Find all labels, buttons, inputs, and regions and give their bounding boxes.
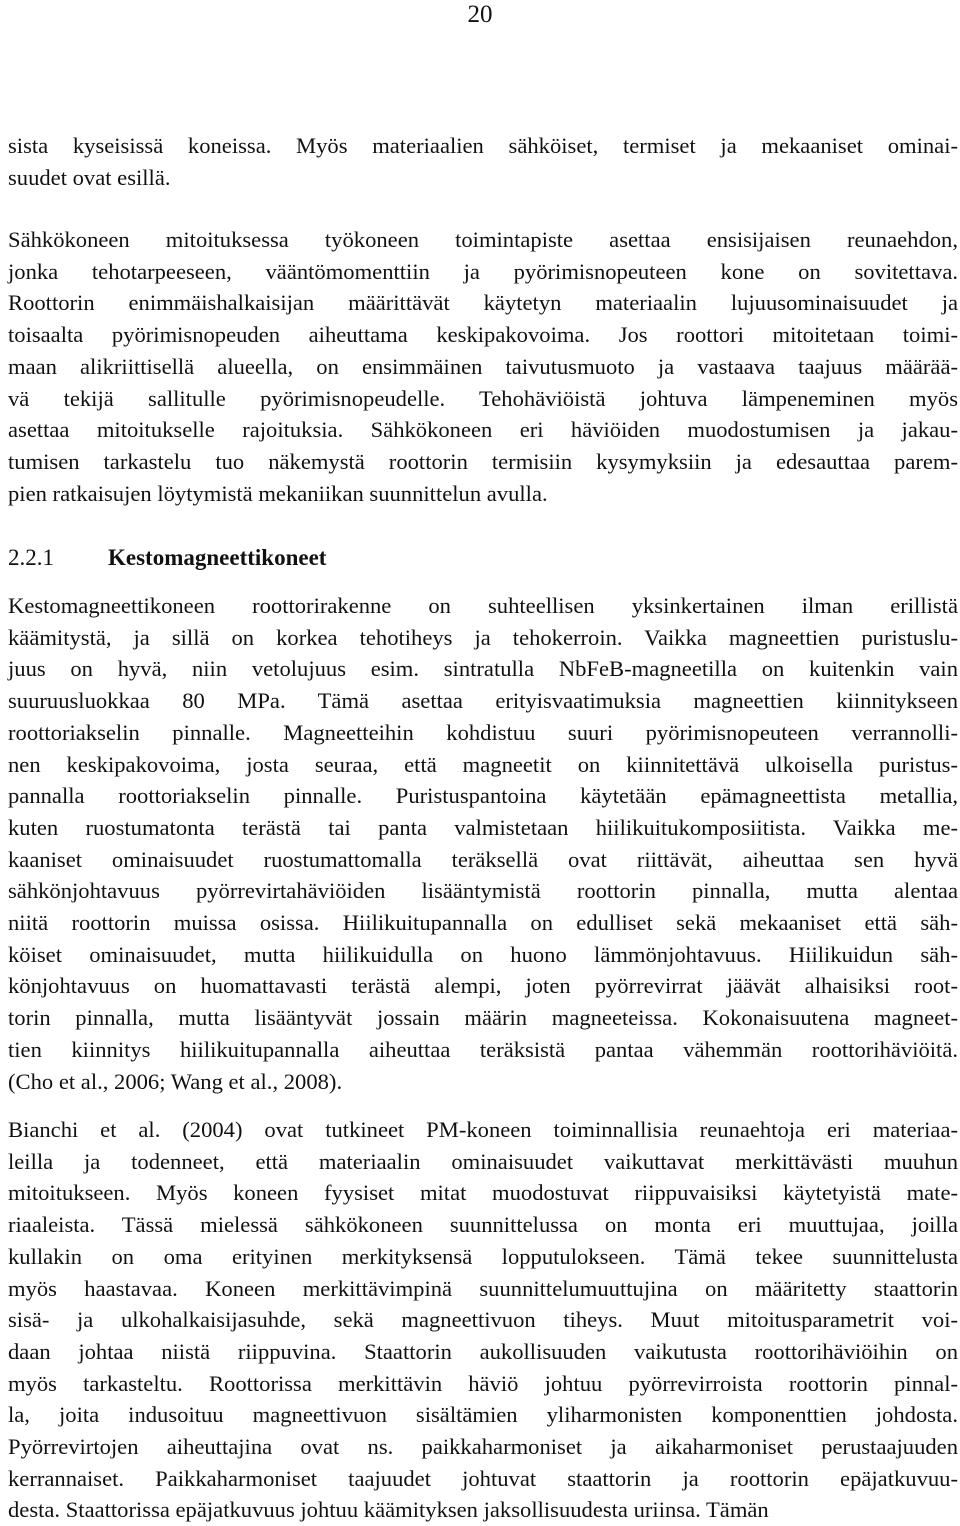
text-line: myös tarkasteltu. Roottorissa merkittävin häviö johtuu pyörrevirroista roottorin pinnal- xyxy=(8,1370,958,1396)
section-title: Kestomagneettikoneet xyxy=(108,545,327,570)
text-line: pien ratkaisujen löytymistä mekaniikan suunnittelun avulla. xyxy=(8,480,548,506)
text-line: tumisen tarkastelu tuo näkemystä roottorin termisiin kysymyksiin ja edesauttaa parem- xyxy=(8,448,958,474)
text-line: jonka tehotarpeeseen, vääntömomenttiin ja pyörimisnopeuteen kone on sovitettava. xyxy=(8,258,958,284)
page-number: 20 xyxy=(467,1,493,28)
text-line: tien kiinnitys hiilikuitupannalla aiheuttaa teräksistä pantaa vähemmän roottorihäviöitä. xyxy=(8,1036,958,1062)
text-line: juus on hyvä, niin vetolujuus esim. sintratulla NbFeB-magneetilla on kuitenkin vain xyxy=(8,656,958,682)
text-line: Sähkökoneen mitoituksessa työkoneen toimintapiste asettaa ensisijaisen reunaehdon, xyxy=(8,227,958,252)
text-line: pannalla roottoriakselin pinnalle. Puristuspantoina käytetään epämagneettista metallia, xyxy=(8,783,958,809)
text-line: sähkönjohtavuus pyörrevirtahäviöiden lisääntymistä roottorin pinnalla, mutta alentaa xyxy=(8,878,958,904)
text-line: kuten ruostumatonta terästä tai panta valmistetaan hiilikuitukomposiitista. Vaikka me- xyxy=(8,814,958,840)
text-line: leilla ja todenneet, että materiaalin ominaisuudet vaikuttavat merkittävästi muuhun xyxy=(8,1148,958,1174)
text-line: Pyörrevirtojen aiheuttajina ovat ns. paikkaharmoniset ja aikaharmoniset perustaajuuden xyxy=(8,1434,958,1459)
section-number: 2.2.1 xyxy=(8,545,54,570)
text-line: desta. Staattorissa epäjatkuvuus johtuu käämityksen jaksollisuudesta uriinsa. Tämän xyxy=(8,1497,769,1523)
text-line: köiset ominaisuudet, mutta hiilikuidulla on huono lämmönjohtavuus. Hiilikuidun säh- xyxy=(8,941,958,967)
section-heading xyxy=(8,540,326,576)
text-line: toisaalta pyörimisnopeuden aiheuttama keskipakovoima. Jos roottori mitoitetaan toimi- xyxy=(8,322,958,348)
text-line: kullakin on oma erityinen merkityksensä lopputulokseen. Tämä tekee suunnittelusta xyxy=(8,1243,958,1269)
text-line: myös haastavaa. Koneen merkittävimpinä suunnittelumuuttujina on määritetty staattorin xyxy=(8,1275,958,1301)
text-line: könjohtavuus on huomattavasti terästä alempi, joten pyörrevirrat jäävät alhaisiksi root- xyxy=(8,973,958,999)
text-line: daan johtaa niistä riippuvina. Staattorin aukollisuuden vaikutusta roottorihäviöihin on xyxy=(8,1338,958,1364)
text-line: käämitystä, ja sillä on korkea tehotiheys ja tehokerroin. Vaikka magneettien puristuslu- xyxy=(8,624,958,650)
text-line: asettaa mitoitukselle rajoituksia. Sähkökoneen eri häviöiden muodostumisen ja jakau- xyxy=(8,417,958,443)
text-line: niitä roottorin muissa osissa. Hiilikuitupannalla on edulliset sekä mekaaniset että säh- xyxy=(8,910,958,935)
text-line: la, joita indusoituu magneettivuon sisältämien yliharmonisten komponenttien johdosta. xyxy=(8,1402,958,1428)
text-line: (Cho et al., 2006; Wang et al., 2008). xyxy=(8,1068,343,1094)
text-line: kaaniset ominaisuudet ruostumattomalla teräksellä ovat riittävät, aiheuttaa sen hyvä xyxy=(8,846,958,872)
text-line: vä tekijä sallitulle pyörimisnopeudelle. Tehohäviöistä johtuva lämpeneminen myös xyxy=(8,385,958,411)
text-line: maan alikriittisellä alueella, on ensimmäinen taivutusmuoto ja vastaava taajuus määrää- xyxy=(8,353,958,379)
text-line: riaaleista. Tässä mielessä sähkökoneen suunnittelussa on monta eri muuttujaa, joilla xyxy=(8,1212,958,1238)
text-line: Roottorin enimmäishalkaisijan määrittävät käytetyn materiaalin lujuusominaisuudet ja xyxy=(8,290,958,316)
text-line: sista kyseisissä koneissa. Myös materiaalien sähköiset, termiset ja mekaaniset ominai- xyxy=(8,133,958,158)
text-line: suudet ovat esillä. xyxy=(8,164,171,190)
text-line: mitoitukseen. Myös koneen fyysiset mitat muodostuvat riippuvaisiksi käytetyistä mate- xyxy=(8,1180,958,1206)
text-line: sisä- ja ulkohalkaisijasuhde, sekä magneettivuon tiheys. Muut mitoitusparametrit voi- xyxy=(8,1307,958,1333)
text-line: suuruusluokkaa 80 MPa. Tämä asettaa erityisvaatimuksia magneettien kiinnitykseen xyxy=(8,688,958,714)
text-line: torin pinnalla, mutta lisääntyvät jossain määrin magneeteissa. Kokonaisuutena magneet- xyxy=(8,1005,958,1031)
text-line: Bianchi et al. (2004) ovat tutkineet PM-koneen toiminnallisia reunaehtoja eri materiaa- xyxy=(8,1117,958,1142)
text-line: Kestomagneettikoneen roottorirakenne on suhteellisen yksinkertainen ilman erillistä xyxy=(8,593,958,618)
text-line: roottoriakselin pinnalle. Magneetteihin kohdistuu suuri pyörimisnopeuteen verrannolli- xyxy=(8,719,958,745)
text-line: nen keskipakovoima, josta seuraa, että magneetit on kiinnitettävä ulkoisella puristus- xyxy=(8,751,958,777)
text-line: kerrannaiset. Paikkaharmoniset taajuudet johtuvat staattorin ja roottorin epäjatkuvuu- xyxy=(8,1465,958,1491)
